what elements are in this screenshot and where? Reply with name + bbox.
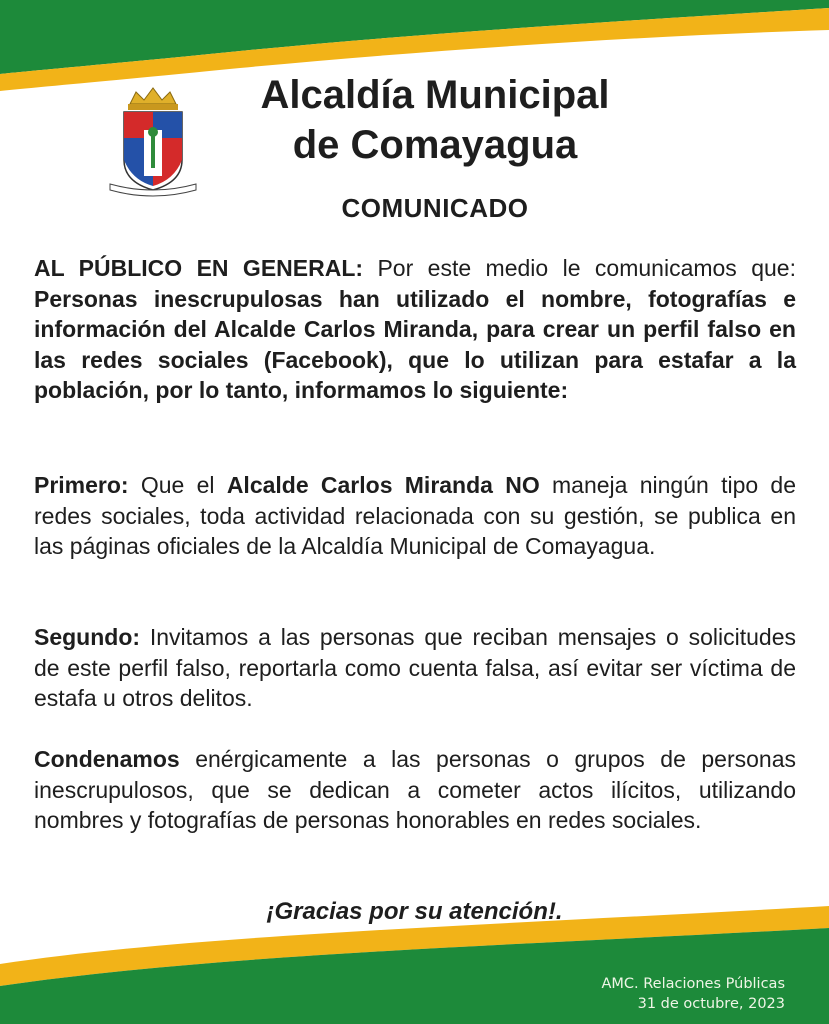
second-text: Invitamos a las personas que reciban mensajes o solicitudes de este perfil falso, reportarla como cuenta falsa, así evitar ser víctima de estafa u otros delitos.	[34, 624, 796, 711]
third-paragraph	[34, 744, 796, 836]
title-line-2: de Comayagua	[292, 123, 578, 167]
intro-emphasis: Personas inescrupulosas han utilizado el nombre, fotografías e información del Alcalde Carlos Miranda, para crear un perfil falso en las redes sociales (Facebook), que lo utilizan para estafar a la población, por lo tanto, informamos lo siguiente:	[34, 285, 796, 403]
first-paragraph	[34, 470, 796, 562]
first-text-a: Que el	[128, 472, 227, 498]
third-text: enérgicamente a las personas o grupos de personas inescrupulosos, que se dedican a cometer actos ilícitos, utilizando nombres y fotografías de personas honorables en redes sociales.	[34, 746, 796, 833]
first-text-b: maneja ningún tipo de redes sociales, toda actividad relacionada con su gestión, se publica en las páginas oficiales de la Alcaldía Municipal de Comayagua.	[34, 472, 797, 559]
closing-thanks: ¡Gracias por su atención!.	[266, 898, 563, 925]
first-emphasis: Alcalde Carlos Miranda NO	[226, 472, 540, 498]
footer-department: AMC. Relaciones Públicas	[601, 976, 785, 992]
third-lead: Condenamos	[34, 746, 180, 772]
intro-lead: AL PÚBLICO EN GENERAL:	[34, 255, 364, 281]
second-paragraph	[34, 622, 796, 714]
first-lead: Primero:	[34, 472, 129, 498]
document-type-heading: COMUNICADO	[341, 193, 529, 223]
intro-text: Por este medio le comunicamos que:	[363, 255, 796, 281]
second-lead: Segundo:	[34, 624, 141, 650]
footer-signature	[601, 974, 785, 1014]
page-title	[215, 70, 655, 170]
title-line-1: Alcaldía Municipal	[260, 73, 610, 117]
footer-date: 31 de octubre, 2023	[637, 996, 785, 1012]
intro-paragraph	[34, 253, 796, 406]
municipal-coat-of-arms-icon	[104, 86, 202, 202]
